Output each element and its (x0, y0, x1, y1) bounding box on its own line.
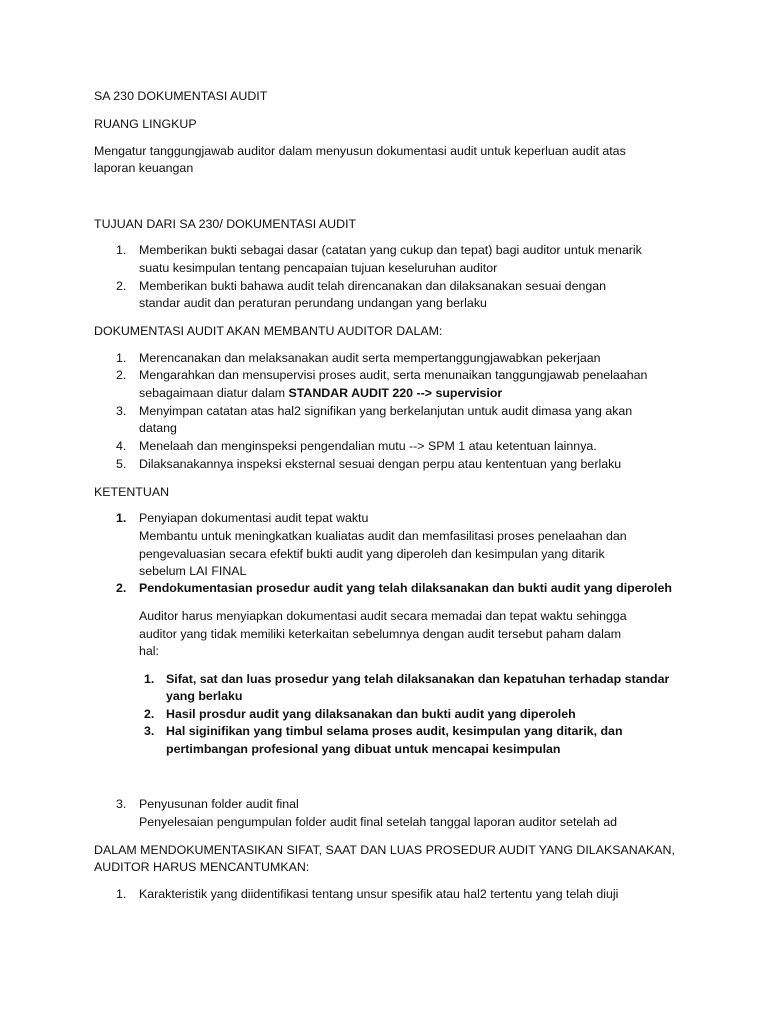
section-heading-membantu: DOKUMENTASI AUDIT AKAN MEMBANTU AUDITOR DALAM: (94, 324, 443, 338)
sub-list-number: 2. (144, 707, 155, 721)
list-item-title: Penyusunan folder audit final (139, 797, 299, 811)
list-number: 3. (116, 404, 127, 418)
list-item-line: auditor yang tidak memiliki keterkaitan sebelumnya dengan audit tersebut paham dalam (139, 627, 622, 641)
paragraph-line: laporan keuangan (94, 161, 194, 175)
list-item-line: Memberikan bukti bahawa audit telah direncanakan dan dilaksanakan sesuai dengan (139, 279, 607, 293)
list-number: 4. (116, 439, 127, 453)
list-item-line: datang (139, 421, 177, 435)
list-number: 1. (116, 511, 127, 525)
section-heading-mencantumkan: DALAM MENDOKUMENTASIKAN SIFAT, SAAT DAN LUAS PROSEDUR AUDIT YANG DILAKSANAKAN, (94, 843, 675, 857)
list-number: 2. (116, 368, 127, 382)
list-item-line: Auditor harus menyiapkan dokumentasi audit secara memadai dan tepat waktu sehingga (139, 609, 627, 623)
section-heading-ketentuan: KETENTUAN (94, 485, 170, 499)
list-number: 1. (116, 351, 127, 365)
list-item-line: Dilaksanakannya inspeksi eksternal sesuai dengan perpu atau kententuan yang berlaku (139, 457, 622, 471)
section-heading-ruang-lingkup: RUANG LINGKUP (94, 117, 197, 131)
list-item-line: Menelaah dan menginspeksi pengendalian mutu --> SPM 1 atau ketentuan lainnya. (139, 439, 597, 453)
list-item-line: standar audit dan peraturan perundang undangan yang berlaku (139, 296, 487, 310)
list-item-line: suatu kesimpulan tentang pencapaian tujuan keseluruhan auditor (139, 261, 498, 275)
list-number: 5. (116, 457, 127, 471)
list-item-title: Pendokumentasian prosedur audit yang telah dilaksanakan dan bukti audit yang diperoleh (139, 581, 672, 595)
list-item-line: sebelum LAI FINAL (139, 564, 247, 578)
list-item-line: Menyimpan catatan atas hal2 signifikan yang berkelanjutan untuk audit dimasa yang akan (139, 404, 633, 418)
list-item-line: pengevaluasian secara efektif bukti audit yang diperoleh dan kesimpulan yang ditarik (139, 547, 605, 561)
list-number: 2. (116, 279, 127, 293)
list-item-line: Memberikan bukti sebagai dasar (catatan yang cukup dan tepat) bagi auditor untuk menarik (139, 243, 642, 257)
list-item-line: hal: (139, 644, 159, 658)
list-item-line: Karakteristik yang diidentifikasi tentang unsur spesifik atau hal2 tertentu yang telah diuji (139, 887, 619, 901)
list-item-line: Mengarahkan dan mensupervisi proses audit, serta menunaikan tanggungjawab penelaahan (139, 368, 648, 382)
list-item-text: sebagaimaan diatur dalam (139, 386, 289, 400)
list-number: 3. (116, 797, 127, 811)
list-item-line: Membantu untuk meningkatkan kualiatas audit dan memfasilitasi proses penelaahan dan (139, 529, 627, 543)
sub-list-item-line: yang berlaku (166, 689, 243, 703)
section-heading-tujuan: TUJUAN DARI SA 230/ DOKUMENTASI AUDIT (94, 217, 357, 231)
list-number: 1. (116, 887, 127, 901)
sub-list-item-line: Hal siginifikan yang timbul selama proses audit, kesimpulan yang ditarik, dan (166, 724, 623, 738)
sub-list-number: 1. (144, 672, 155, 686)
sub-list-item-line: pertimbangan profesional yang dibuat untuk mencapai kesimpulan (166, 742, 561, 756)
paragraph-line: Mengatur tanggungjawab auditor dalam menyusun dokumentasi audit untuk keperluan audit atas (94, 144, 626, 158)
list-item-line: Penyelesaian pengumpulan folder audit final setelah tanggal laporan auditor setelah ad (139, 815, 618, 829)
list-number: 1. (116, 243, 127, 257)
list-item-line (139, 385, 502, 402)
sub-list-item-line: Sifat, sat dan luas prosedur yang telah dilaksanakan dan kepatuhan terhadap standar (166, 672, 670, 686)
list-item-line: Merencanakan dan melaksanakan audit serta mempertanggungjawabkan pekerjaan (139, 351, 601, 365)
sub-list-number: 3. (144, 724, 155, 738)
sub-list-item-line: Hasil prosdur audit yang dilaksanakan dan bukti audit yang diperoleh (166, 707, 576, 721)
list-item-title: Penyiapan dokumentasi audit tepat waktu (139, 511, 369, 525)
list-item-bold-text: STANDAR AUDIT 220 --> supervisior (288, 386, 503, 400)
list-number: 2. (116, 581, 127, 595)
section-heading-mencantumkan-cont: AUDITOR HARUS MENCANTUMKAN: (94, 860, 310, 874)
document-title: SA 230 DOKUMENTASI AUDIT (94, 89, 268, 103)
